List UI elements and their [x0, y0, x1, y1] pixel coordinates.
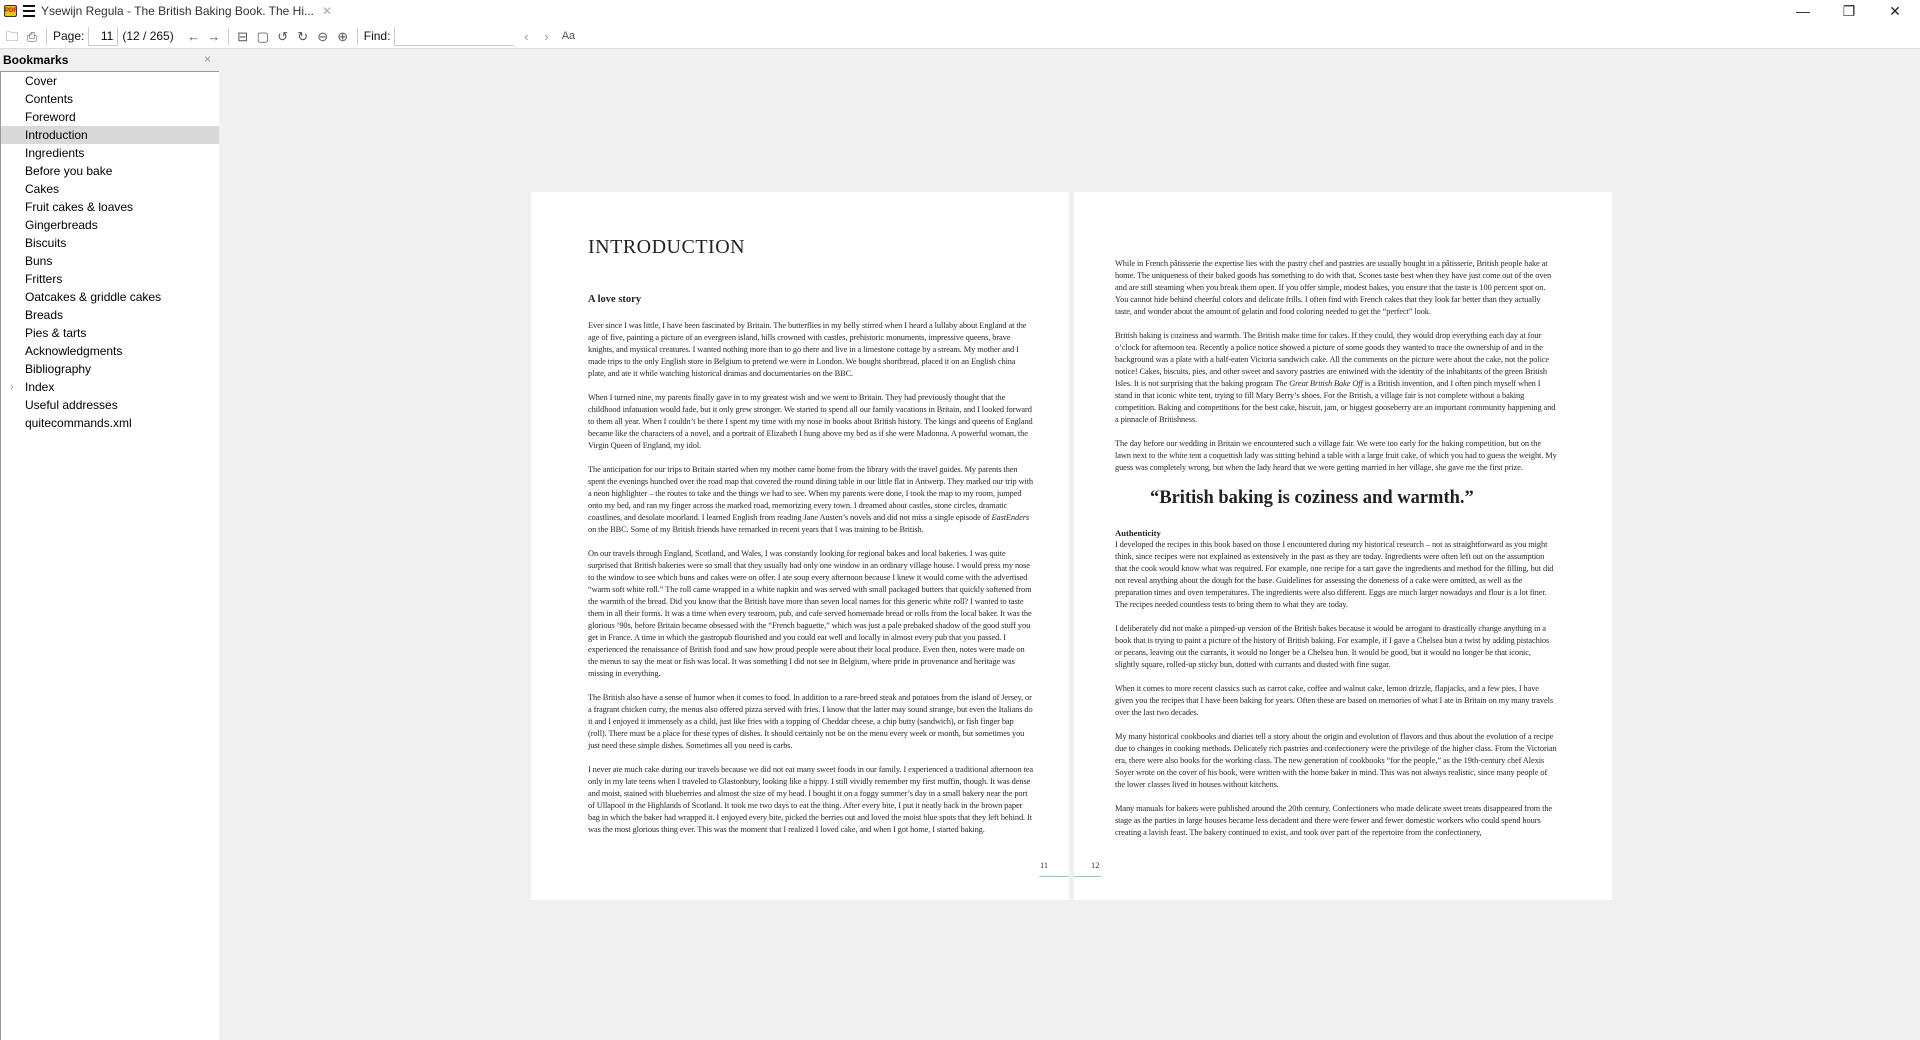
find-input[interactable] [394, 27, 514, 46]
chapter-heading: INTRODUCTION [588, 236, 746, 258]
body-paragraph [588, 548, 1034, 680]
bookmarks-header [0, 50, 219, 71]
bookmark-item[interactable] [1, 414, 219, 432]
find-label: Find: [363, 29, 391, 43]
find-next-icon[interactable]: › [544, 28, 549, 44]
paragraph-text: Many manuals for bakers were published around the 20th century. Confectioners who made delicate sweet treats disappeared from the stage as the parties in large houses became less decadent and there were fewer and fewer domestic workers who could spend hours creating a lavish feast. The bakery continued to exist, and took over part of the repertoire from the confectionery, [1115, 804, 1553, 837]
bookmark-label: Biscuits [25, 236, 67, 250]
body-paragraph [1115, 683, 1557, 719]
bookmark-label: Cover [25, 74, 58, 88]
pdf-page-11 [531, 192, 1069, 900]
restore-icon[interactable]: ❐ [1842, 3, 1856, 19]
paragraph-text: My many historical cookbooks and diaries tell a story about the origin and evolution of flavors and thus about the evolution of a recipe due to changes in cooking methods. Delicately rich pastries and confectionery were the privilege of the higher class. From the Victorian era, there were also books for the working class. The new generation of cookbooks “for the people,” as the 19th-century chef Alexis Soyer wrote on the cover of his book, were written with the home baker in mind. This was not always realistic, since many people of the lower classes lived in houses without kitchens. [1115, 732, 1557, 789]
pdf-app-icon: PDF [4, 5, 17, 17]
bookmark-item[interactable] [1, 378, 219, 396]
bookmark-label: Index [25, 380, 55, 394]
rotate-right-icon[interactable]: ↻ [297, 28, 309, 44]
menu-icon[interactable] [23, 5, 35, 17]
find-previous-icon[interactable]: ‹ [524, 28, 529, 44]
bookmark-label: Buns [25, 254, 53, 268]
bookmark-label: Cakes [25, 182, 60, 196]
bookmark-item[interactable] [1, 324, 219, 342]
toolbar-divider [46, 28, 47, 45]
paragraph-text: While in French pâtisserie the expertise lies with the pastry chef and pastries are usually bought in a pâtisserie, British people bake at home. The uniqueness of their baked goods has something to do with that. Scones taste best when they have just come out of the oven and are still steaming when you break them open. If you offer simple, modest bakes, you ensure that the taste is 100 percent spot on. You cannot hide behind cheerful colors and delicate frills. I often find with French cakes that they look far better than they actually taste, and wonder about the amount of gelatin and food coloring needed to get the “perfect” look. [1115, 259, 1552, 316]
bookmark-label: Gingerbreads [25, 218, 98, 232]
paragraph-text: When it comes to more recent classics such as carrot cake, coffee and walnut cake, lemon drizzle, flapjacks, and a few pies, I have given you the recipes that I have been baking for years. Often these are based on memories of what I ate in Britain on my many travels over the last two decades. [1115, 684, 1554, 717]
paragraph-text: On our travels through England, Scotland, and Wales, I was constantly looking for regional bakes and local bakeries. I was quite surprised that British bakeries were so small that they usually had only one window in an ordinary village house. I would press my nose to the window to see which buns and cakes were on offer. I ate soup every afternoon because I knew it would come with the advertised “warm soft white roll.” The roll came wrapped in a white napkin and was served with small packaged butters that quickly softened from the warmth of the bread. Did you know that the British have more than seven local names for this generic white roll? I wanted to taste them in all their forms. It was a time when every tearoom, pub, and cafe served homemade bread or rolls from the local baker. It was the glorious ’90s, before Britain became obsessed with the “French baguette,” which was just a pale prebaked shadow of the good stuff you get in France. A time in which the gastropub flourished and you could eat well and locally in almost every pub that you passed. I experienced the renaissance of British food and saw how proud people were about their local produce. Even then, notes were made on the menus to say the meat or fish was local. It was something I did not see in Belgium, where pride in provenance and heritage was missing in everything. [588, 549, 1032, 678]
bookmark-item[interactable] [1, 396, 219, 414]
body-paragraph [1115, 803, 1557, 839]
tab-close-icon[interactable]: ✕ [322, 4, 333, 18]
bookmark-item[interactable] [1, 90, 219, 108]
fit-page-icon[interactable]: ▢ [256, 28, 269, 44]
document-tab[interactable] [41, 4, 332, 18]
bookmark-label: Ingredients [25, 146, 85, 160]
close-icon[interactable]: ✕ [1889, 3, 1901, 19]
back-arrow-icon[interactable]: ← [187, 28, 201, 44]
body-paragraph [588, 692, 1034, 752]
rotate-left-icon[interactable]: ↺ [277, 28, 289, 44]
toolbar-divider [228, 28, 229, 45]
paragraph-text: is a British invention, and I often pinch myself when I stand in that iconic white tent, trying to fill Mary Berry’s shoes. For the British, a village fair is not complete without a baking competition. Baking and competitions for the best cake, biscuit, jam, or biggest gooseberry are an important community happening and a pinnacle of Britishness. [1115, 379, 1556, 424]
bookmark-label: Introduction [25, 128, 88, 142]
page-label: Page: [53, 29, 85, 43]
bookmark-label: Acknowledgments [25, 344, 123, 358]
bookmark-item[interactable] [1, 288, 219, 306]
paragraph-text: When I turned nine, my parents finally gave in to my greatest wish and we went to Britain. They had previously thought that the childhood infatuation would fade, but it only grew stronger. We started to spend all our family vacations in Britain, and I looked forward to them all year. When I couldn’t be there I spent my time with my nose in books about British history. The kings and queens of England became like the characters of a novel, and a portrait of Elizabeth I hung above my bed as if she were Madonna. A powerful woman, the Virgin Queen of England, my idol. [588, 393, 1033, 450]
bookmark-item[interactable] [1, 234, 219, 252]
body-paragraph [588, 764, 1034, 836]
body-paragraph [1115, 258, 1557, 318]
page-number: 12 [1091, 860, 1100, 870]
bookmark-label: Foreword [25, 110, 76, 124]
zoom-in-icon[interactable]: ⊕ [337, 28, 349, 44]
page-number: 11 [1040, 860, 1049, 870]
bookmark-label: Fritters [25, 272, 63, 286]
match-case-button[interactable]: Aa [561, 29, 576, 42]
paragraph-text: on the BBC. Some of my British friends have remarked in recent years that I was training to be British. [588, 525, 924, 534]
bookmark-item[interactable] [1, 126, 219, 144]
page-count: (12 / 265) [122, 29, 174, 43]
bookmark-item[interactable] [1, 342, 219, 360]
bookmarks-panel [0, 50, 219, 1040]
bookmark-label: Useful addresses [25, 398, 118, 412]
bookmark-label: Pies & tarts [25, 326, 87, 340]
title-bar [0, 0, 1920, 24]
bookmarks-list [0, 71, 219, 1040]
bookmark-item[interactable] [1, 144, 219, 162]
open-folder-icon[interactable]: 🗀 [5, 28, 19, 44]
bookmark-item[interactable] [1, 198, 219, 216]
page-number-rule [1039, 876, 1069, 877]
bookmark-item[interactable] [1, 72, 219, 90]
left-page-body [588, 320, 1034, 848]
paragraph-text: British baking is coziness and warmth. The British make time for cakes. If they could, they would drop everything each day at four o’clock for afternoon tea. Recently a police notice showed a picture of some goods they wanted to trace the ownership of and in the background was a plate with a half-eaten Victoria sandwich cake. All the comments on the picture were about the cake, not the police notice! Cakes, biscuits, pies, and other sweet and savory pastries are entwined with the identity of the inhabitants of the green British Isles. It is not surprising that the baking program [1115, 331, 1550, 388]
print-icon[interactable]: ⎙ [26, 28, 38, 44]
section-heading: Authenticity [1115, 528, 1161, 538]
bookmark-item[interactable] [1, 162, 219, 180]
expand-chevron-icon[interactable]: › [10, 381, 14, 393]
bookmark-label: quitecommands.xml [25, 416, 132, 430]
body-paragraph [1115, 539, 1557, 611]
body-paragraph [1115, 330, 1557, 426]
fit-width-icon[interactable]: ⊟ [237, 28, 249, 44]
bookmark-item[interactable] [1, 108, 219, 126]
bookmark-item[interactable] [1, 270, 219, 288]
page-input[interactable]: 11 [88, 27, 118, 46]
bookmark-label: Fruit cakes & loaves [25, 200, 134, 214]
tab-title[interactable]: Ysewijn Regula - The British Baking Book. The Hi... [41, 4, 315, 18]
right-page-body [1115, 258, 1557, 851]
forward-arrow-icon[interactable]: → [207, 28, 221, 44]
body-paragraph [588, 464, 1034, 536]
close-bookmarks-icon[interactable]: × [204, 52, 212, 66]
bookmark-item[interactable] [1, 216, 219, 234]
page-number-rule [1074, 876, 1101, 877]
bookmark-item[interactable] [1, 180, 219, 198]
paragraph-text: The anticipation for our trips to Britain started when my mother came home from the library with the travel guides. My parents then spent the evenings hunched over the road map that covered the round dining table in our little flat in Antwerp. They marked our trip with a neon highlighter – the routes to take and the things we had to see. When my parents were done, I took the map to my room, jumped onto my bed, and ran my finger across the marked road, memorizing every town. I dreamed about castles, stone circles, dramatic coastlines, and desolate moorland. I learned English from reading Jane Austen’s novels and did not miss a single episode of [588, 465, 1034, 522]
paragraph-text: Ever since I was little, I have been fascinated by Britain. The butterflies in my belly stirred when I heard a lullaby about England at the age of five, painting a picture of an evergreen island, hills crowned with castles, prehistoric monuments, impressive queens, brave knights, and mystical creatures. I wanted nothing more than to go there and live in a limestone cottage by a stream. My mother and I made trips to the only English store in Belgium to pretend we were in London. We bought shortbread, placed it on an English china plate, and ate it while watching historical dramas and documentaries on the BBC. [588, 321, 1027, 378]
body-paragraph [1115, 623, 1557, 671]
pull-quote: “British baking is coziness and warmth.” [1150, 488, 1474, 508]
paragraph-text: I never ate much cake during our travels because we did not eat many sweet foods in our family. I experienced a traditional afternoon tea only in my late teens when I traveled to Glastonbury, looking like a hippy. I still vividly remember my first muffin, though. It was dense and moist, stained with blueberries and almost the size of my head. I bought it on a foggy summer’s day in a small bakery near the port of Ullapool in the Highlands of Scotland. It took me two days to eat the thing. After every bite, I put it neatly back in the brown paper bag in which the baker had wrapped it. I enjoyed every bite, picked the berries out and loved the moist blue spots that they left behind. It was the most glorious thing ever. This was the moment that I realized I loved cake, and when I got home, I started baking. [588, 765, 1034, 834]
bookmark-label: Bibliography [25, 362, 92, 376]
bookmarks-title: Bookmarks [3, 53, 69, 67]
bookmark-label: Before you bake [25, 164, 113, 178]
italic-title: The Great British Bake Off [1274, 379, 1363, 388]
paragraph-text: I developed the recipes in this book based on those I encountered during my historical research – not as straightforward as you might think, since recipes were not explained as extensively in the past as they are today. Ingredients were often left out on the assumption that the cook would know what was required. For example, one recipe for a tart gave the ingredients and method for the filling, but did not reveal anything about the dough for the base. Guidelines for assessing the doneness of a cake were omitted, as well as the preparation times and oven temperatures. The ingredients were also different. Eggs are much larger nowadays and flour is a lot finer. The recipes needed countless tests to bring them to what they are today. [1115, 540, 1554, 609]
bookmark-item[interactable] [1, 360, 219, 378]
pdf-page-12 [1074, 192, 1612, 900]
body-paragraph [1115, 438, 1557, 474]
bookmark-label: Contents [25, 92, 74, 106]
body-paragraph [588, 320, 1034, 380]
paragraph-text: I deliberately did not make a pimped-up version of the British bakes because it would be arrogant to drastically change anything in a book that is trying to paint a picture of the history of British baking. For example, if I gave a Chelsea bun a twist by adding pistachios or pecans, leaving out the currants, it would no longer be a Chelsea bun. It would be good, but it would no longer be that iconic, slightly square, rolled-up sticky bun, dotted with currants and dusted with fine sugar. [1115, 624, 1550, 669]
body-paragraph [588, 392, 1034, 452]
bookmark-label: Oatcakes & griddle cakes [25, 290, 162, 304]
body-paragraph [1115, 731, 1557, 791]
paragraph-text: The British also have a sense of humor when it comes to food. In addition to a rare-breed steak and potatoes from the island of Jersey, or a fragrant chicken curry, the menus also offered pizza served with fries. I know that the latter may sound strange, but even the Italians do it and I enjoyed it immensely as a child, just like fries with a topping of Cheddar cheese, a chip butty (sandwich), or fish finger bap (roll). There must be a place for these types of dishes. It should certainly not be on the menu every week or month, but sometimes you just need these simple dishes. Sometimes all you need is carbs. [588, 693, 1033, 750]
toolbar [0, 24, 1920, 49]
section-heading: A love story [588, 294, 642, 305]
toolbar-divider [357, 28, 358, 45]
italic-title: EastEnders [991, 513, 1030, 522]
minimize-icon[interactable]: — [1796, 3, 1810, 19]
zoom-out-icon[interactable]: ⊖ [317, 28, 329, 44]
bookmark-item[interactable] [1, 306, 219, 324]
bookmark-label: Breads [25, 308, 64, 322]
paragraph-text: The day before our wedding in Britain we encountered such a village fair. We were too early for the baking competition, but on the lawn next to the white tent a coquettish lady was sitting behind a table with a large fruit cake, of which you had to guess the weight. My guess was completely wrong, but when the lady heard that we were getting married in her village, she gave me the first prize. [1115, 439, 1557, 472]
bookmark-item[interactable] [1, 252, 219, 270]
